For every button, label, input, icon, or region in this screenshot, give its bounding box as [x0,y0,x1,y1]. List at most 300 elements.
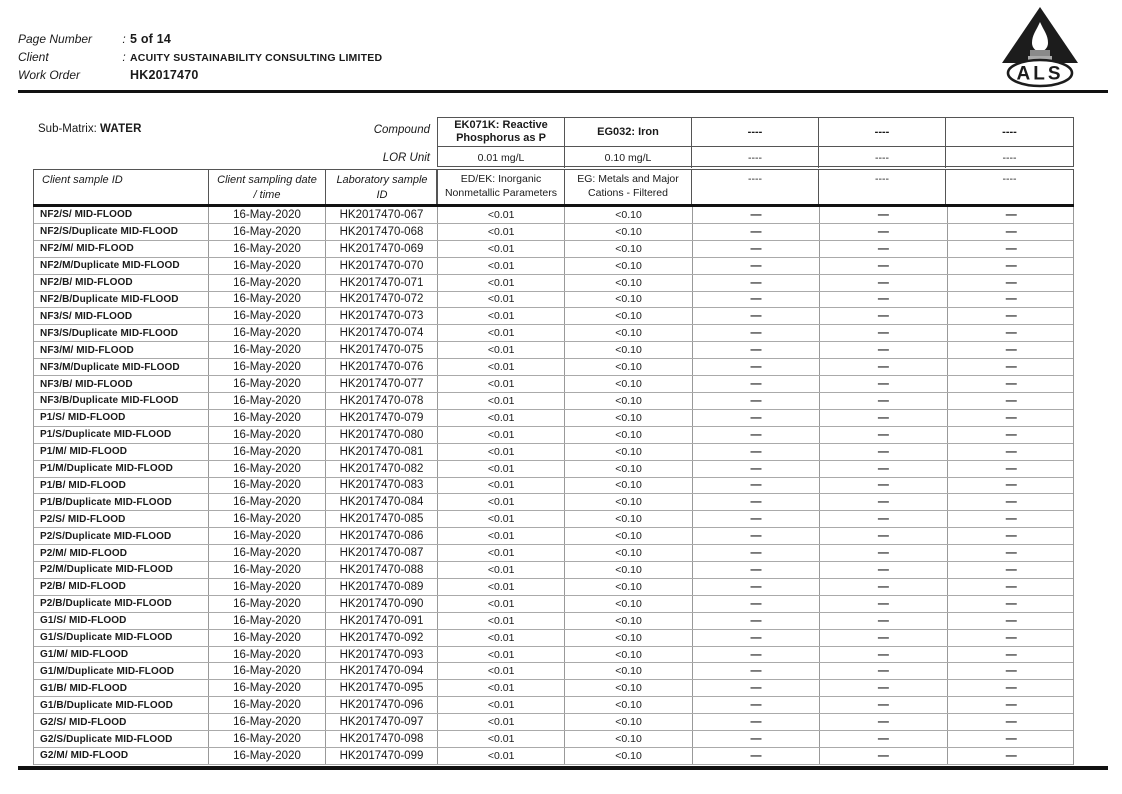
page-number-value: 5 of 14 [130,32,171,46]
analyte-value: — [693,376,820,392]
analyte-value: <0.01 [438,275,565,291]
sampling-date-header [209,170,326,204]
analyte-value: — [1005,259,1017,272]
client-value: ACUITY SUSTAINABILITY CONSULTING LIMITED [130,52,383,64]
client-sample-id: NF3/S/ MID-FLOOD [34,308,209,324]
client-sample-id: NF2/M/Duplicate MID-FLOOD [34,258,209,274]
analyte-value: — [820,275,947,291]
separator: : [122,32,126,46]
analyte-value: — [1005,665,1017,678]
client-sample-id: NF3/M/ MID-FLOOD [34,342,209,358]
analyte-value: <0.01 [438,647,565,663]
analyte-value: <0.01 [438,410,565,426]
lab-sample-id: HK2017470-088 [326,562,438,578]
analyte-value: — [1005,580,1017,593]
analyte-value: — [820,444,947,460]
analyte-value: — [1005,394,1017,407]
analyte-value: — [1005,716,1017,729]
sample-rows [33,207,1074,765]
analyte-value: <0.10 [565,511,692,527]
table-row [34,292,1073,309]
table-row [34,359,1073,376]
analyte-value: <0.01 [438,545,565,561]
analyte-value: — [693,680,820,696]
table-row [34,427,1073,444]
table-bottom-rule [18,766,1108,770]
lab-sample-id: HK2017470-075 [326,342,438,358]
client-sample-id: P1/M/Duplicate MID-FLOOD [34,461,209,477]
analyte-value: — [820,545,947,561]
analyte-value: <0.10 [565,376,692,392]
table-row [34,613,1073,630]
analyte-value: — [693,731,820,747]
method-group: ---- [1002,173,1017,185]
compound-name: EG032: Iron [597,125,659,138]
analyte-value: — [1005,378,1017,391]
client-sample-id: P1/S/Duplicate MID-FLOOD [34,427,209,443]
analyte-value: — [820,613,947,629]
analyte-value: — [693,511,820,527]
lab-sample-id: HK2017470-099 [326,748,438,764]
sub-matrix [38,123,142,135]
client-sample-id: P1/B/Duplicate MID-FLOOD [34,494,209,510]
compound-name-cell [438,118,565,147]
analyte-value: — [1005,733,1017,746]
sampling-date: 16-May-2020 [209,342,326,358]
analyte-value: — [693,562,820,578]
compound-name-cell [565,118,692,147]
lab-sample-id: HK2017470-098 [326,731,438,747]
analyte-value: — [693,613,820,629]
analyte-value: <0.01 [438,427,565,443]
sampling-date: 16-May-2020 [209,613,326,629]
analyte-value: — [1005,428,1017,441]
als-logo [988,6,1092,88]
analyte-value: <0.01 [438,596,565,612]
method-group-cell [438,170,565,204]
lab-sample-id: HK2017470-091 [326,613,438,629]
header-line: ID [376,188,388,201]
analyte-value: <0.10 [565,596,692,612]
client-sample-id: P1/S/ MID-FLOOD [34,410,209,426]
lor-unit-row-label: LOR Unit [382,152,430,164]
sampling-date: 16-May-2020 [209,596,326,612]
analyte-value: — [1005,749,1017,762]
analyte-value: — [1005,631,1017,644]
analyte-value: — [693,275,820,291]
analyte-value: — [1005,479,1017,492]
analyte-value: — [820,562,947,578]
lab-sample-id: HK2017470-071 [326,275,438,291]
method-group-cell [565,170,692,204]
analyte-value: <0.01 [438,207,565,223]
lab-sample-id: HK2017470-083 [326,478,438,494]
table-row [34,410,1073,427]
header-rule [18,90,1108,93]
analyte-value: <0.10 [565,427,692,443]
analyte-value: — [820,647,947,663]
sampling-date: 16-May-2020 [209,494,326,510]
table-row [34,308,1073,325]
analyte-value: <0.01 [438,630,565,646]
analyte-value: <0.01 [438,461,565,477]
analyte-value: — [693,461,820,477]
table-row [34,224,1073,241]
lab-sample-id: HK2017470-094 [326,663,438,679]
analyte-value: — [1005,563,1017,576]
sampling-date: 16-May-2020 [209,393,326,409]
table-row [34,748,1073,765]
table-row [34,461,1073,478]
analyte-value: — [693,647,820,663]
analyte-value: — [820,410,947,426]
client-sample-id: G1/B/Duplicate MID-FLOOD [34,697,209,713]
analyte-value: — [693,359,820,375]
analyte-value: <0.01 [438,325,565,341]
sampling-date: 16-May-2020 [209,241,326,257]
analyte-value: — [820,630,947,646]
compound-name-cell [692,118,819,147]
client-sample-id: NF2/B/ MID-FLOOD [34,275,209,291]
sampling-date: 16-May-2020 [209,630,326,646]
analyte-value: <0.10 [565,494,692,510]
lor-unit: ---- [748,151,762,164]
lab-sample-id: HK2017470-085 [326,511,438,527]
method-group: ---- [748,173,762,185]
analyte-value: <0.10 [565,663,692,679]
lor-unit-cell [819,147,946,168]
analyte-value: — [820,748,947,764]
client-sample-id: G1/M/ MID-FLOOD [34,647,209,663]
analyte-value: <0.10 [565,478,692,494]
lor-unit: ---- [875,151,889,164]
analyte-value: <0.10 [565,241,692,257]
table-row [34,478,1073,495]
client-sample-id: G2/M/ MID-FLOOD [34,748,209,764]
analyte-value: <0.01 [438,308,565,324]
analyte-value: <0.01 [438,663,565,679]
analyte-value: — [1005,513,1017,526]
table-row [34,630,1073,647]
analyte-value: — [693,292,820,308]
analyte-group-row [437,169,1074,205]
sampling-date: 16-May-2020 [209,292,326,308]
compound-name: ---- [874,125,890,138]
analyte-value: <0.10 [565,630,692,646]
analyte-value: <0.10 [565,224,692,240]
method-group-cell [819,170,946,204]
lab-sample-id: HK2017470-076 [326,359,438,375]
analyte-value: — [820,579,947,595]
analyte-value: — [693,393,820,409]
analyte-value: <0.01 [438,478,565,494]
analyte-value: — [693,241,820,257]
analyte-value: — [820,680,947,696]
analyte-value: <0.01 [438,714,565,730]
lor-unit: 0.10 mg/L [604,151,652,164]
table-row [34,714,1073,731]
sampling-date: 16-May-2020 [209,444,326,460]
analyte-value: — [1005,445,1017,458]
svg-text:ALS: ALS [1016,63,1064,85]
sampling-date: 16-May-2020 [209,528,326,544]
analyte-value: — [820,292,947,308]
analyte-value: — [1005,242,1017,255]
analyte-value: — [693,528,820,544]
lab-sample-id: HK2017470-077 [326,376,438,392]
lor-unit-cell [438,147,565,168]
analyte-value: <0.10 [565,292,692,308]
lab-sample-id-header [326,170,438,204]
table-row [34,393,1073,410]
analyte-value: — [820,308,947,324]
lab-sample-id: HK2017470-078 [326,393,438,409]
page-number-label: Page Number [18,32,93,46]
client-row [18,50,382,68]
analyte-value: — [693,545,820,561]
client-sample-id: NF2/S/ MID-FLOOD [34,207,209,223]
sampling-date: 16-May-2020 [209,275,326,291]
analyte-value: <0.10 [565,731,692,747]
sampling-date: 16-May-2020 [209,545,326,561]
sampling-date: 16-May-2020 [209,697,326,713]
table-row [34,562,1073,579]
analyte-value: <0.01 [438,748,565,764]
analyte-value: — [693,748,820,764]
analyte-value: — [1005,293,1017,306]
analyte-value: — [1005,344,1017,357]
analyte-value: <0.01 [438,241,565,257]
analyte-value: <0.01 [438,579,565,595]
analyte-value: <0.10 [565,545,692,561]
lab-sample-id: HK2017470-072 [326,292,438,308]
analyte-value: — [693,579,820,595]
analyte-value: — [820,376,947,392]
lab-sample-id: HK2017470-092 [326,630,438,646]
analyte-value: — [820,478,947,494]
lor-unit: ---- [1002,151,1017,164]
analyte-value: — [1005,411,1017,424]
sampling-date: 16-May-2020 [209,680,326,696]
sampling-date: 16-May-2020 [209,359,326,375]
lab-sample-id: HK2017470-068 [326,224,438,240]
analyte-value: <0.01 [438,444,565,460]
header-line: Laboratory sample [336,174,428,186]
analyte-value: <0.01 [438,680,565,696]
analyte-value: <0.10 [565,714,692,730]
header-line: Client sample ID [42,174,123,186]
header-line: / time [253,188,281,201]
analyte-value: <0.10 [565,680,692,696]
analyte-value: <0.01 [438,562,565,578]
analyte-value: — [693,697,820,713]
compound-name-cell [946,118,1073,147]
table-row [34,596,1073,613]
analyte-value: — [1005,530,1017,543]
analyte-value: — [693,596,820,612]
page-number-row [18,32,382,50]
analyte-value: — [820,258,947,274]
analyte-value: <0.10 [565,613,692,629]
client-sample-id: NF2/M/ MID-FLOOD [34,241,209,257]
analyte-value: — [820,393,947,409]
sampling-date: 16-May-2020 [209,325,326,341]
analyte-header [437,117,1074,167]
client-sample-id: NF3/S/Duplicate MID-FLOOD [34,325,209,341]
sub-matrix-value: WATER [100,123,142,135]
header-line: Client sampling date [217,174,317,186]
table-row [34,258,1073,275]
analyte-value: <0.10 [565,410,692,426]
client-sample-id: P2/M/Duplicate MID-FLOOD [34,562,209,578]
analyte-value: <0.10 [565,207,692,223]
analyte-value: <0.01 [438,359,565,375]
analyte-value: <0.10 [565,258,692,274]
sampling-date: 16-May-2020 [209,511,326,527]
lab-sample-id: HK2017470-087 [326,545,438,561]
method-group-cell [692,170,819,204]
analyte-value: <0.01 [438,393,565,409]
lab-sample-id: HK2017470-067 [326,207,438,223]
analyte-value: — [1005,597,1017,610]
analyte-value: — [693,427,820,443]
sub-matrix-label: Sub-Matrix: [38,123,97,135]
sampling-date: 16-May-2020 [209,410,326,426]
lab-sample-id: HK2017470-080 [326,427,438,443]
method-group: ED/EK: Inorganic Nonmetallic Parameters [444,173,558,199]
analyte-value: <0.01 [438,224,565,240]
client-sample-id: G1/M/Duplicate MID-FLOOD [34,663,209,679]
lab-sample-id: HK2017470-096 [326,697,438,713]
table-row [34,663,1073,680]
client-sample-id: NF3/B/ MID-FLOOD [34,376,209,392]
analyte-value: — [820,494,947,510]
table-row [34,325,1073,342]
als-logo-icon [988,6,1092,88]
work-order-row [18,68,382,86]
analyte-value: — [693,207,820,223]
analyte-value: <0.10 [565,748,692,764]
client-sample-id: P2/M/ MID-FLOOD [34,545,209,561]
analyte-value: — [820,207,947,223]
lab-sample-id: HK2017470-089 [326,579,438,595]
analyte-value: — [1005,648,1017,661]
analyte-value: — [820,342,947,358]
table-row [34,579,1073,596]
client-sample-id: P2/B/Duplicate MID-FLOOD [34,596,209,612]
analyte-value: — [693,308,820,324]
analyte-value: — [820,325,947,341]
compound-name: ---- [747,125,763,138]
table-row [34,511,1073,528]
analyte-value: — [820,528,947,544]
analyte-value: <0.10 [565,579,692,595]
work-order-value: HK2017470 [130,68,199,82]
analyte-value: — [820,461,947,477]
sampling-date: 16-May-2020 [209,308,326,324]
client-sample-id: NF2/B/Duplicate MID-FLOOD [34,292,209,308]
client-sample-id: P2/S/Duplicate MID-FLOOD [34,528,209,544]
analyte-value: — [693,224,820,240]
analyte-value: <0.01 [438,613,565,629]
compound-name-cell [819,118,946,147]
sampling-date: 16-May-2020 [209,376,326,392]
analyte-value: <0.10 [565,359,692,375]
client-sample-id: P2/S/ MID-FLOOD [34,511,209,527]
lab-sample-id: HK2017470-082 [326,461,438,477]
client-sample-id: G1/S/ MID-FLOOD [34,613,209,629]
lab-sample-id: HK2017470-079 [326,410,438,426]
sample-id-header [33,169,437,205]
analyte-value: — [820,596,947,612]
lab-sample-id: HK2017470-097 [326,714,438,730]
sampling-date: 16-May-2020 [209,748,326,764]
analyte-value: — [1005,276,1017,289]
analyte-value: — [693,325,820,341]
lab-sample-id: HK2017470-095 [326,680,438,696]
analyte-value: — [820,241,947,257]
client-sample-id: G2/S/ MID-FLOOD [34,714,209,730]
table-row [34,731,1073,748]
compound-name: EK071K: Reactive Phosphorus as P [454,119,548,144]
analyte-value: — [693,342,820,358]
analyte-value: <0.10 [565,393,692,409]
compound-name: ---- [1002,125,1017,138]
client-sample-id: NF2/S/Duplicate MID-FLOOD [34,224,209,240]
analyte-value: <0.10 [565,647,692,663]
sampling-date: 16-May-2020 [209,224,326,240]
analyte-value: <0.10 [565,444,692,460]
analyte-value: <0.10 [565,562,692,578]
analyte-value: — [1005,208,1017,221]
analyte-value: — [1005,462,1017,475]
table-row [34,342,1073,359]
lab-sample-id: HK2017470-074 [326,325,438,341]
analyte-value: <0.10 [565,325,692,341]
lab-sample-id: HK2017470-090 [326,596,438,612]
table-row [34,545,1073,562]
sampling-date: 16-May-2020 [209,714,326,730]
client-sample-id: G1/B/ MID-FLOOD [34,680,209,696]
analyte-value: — [693,258,820,274]
lab-sample-id: HK2017470-086 [326,528,438,544]
sampling-date: 16-May-2020 [209,579,326,595]
table-row [34,207,1073,224]
analyte-value: <0.01 [438,342,565,358]
sampling-date: 16-May-2020 [209,207,326,223]
separator: : [122,50,126,64]
sampling-date: 16-May-2020 [209,258,326,274]
table-row [34,680,1073,697]
lor-unit-cell [565,147,692,168]
analyte-value: — [1005,361,1017,374]
sampling-date: 16-May-2020 [209,427,326,443]
work-order-label: Work Order [18,68,81,82]
analyte-value: <0.10 [565,342,692,358]
sampling-date: 16-May-2020 [209,562,326,578]
analyte-value: <0.01 [438,731,565,747]
analyte-value: — [1005,682,1017,695]
lor-unit-cell [692,147,819,168]
table-row [34,275,1073,292]
analyte-value: — [693,494,820,510]
lab-sample-id: HK2017470-093 [326,647,438,663]
client-sample-id: P1/M/ MID-FLOOD [34,444,209,460]
table-row [34,376,1073,393]
analyte-value: — [693,630,820,646]
sampling-date: 16-May-2020 [209,478,326,494]
analyte-value: — [1005,496,1017,509]
